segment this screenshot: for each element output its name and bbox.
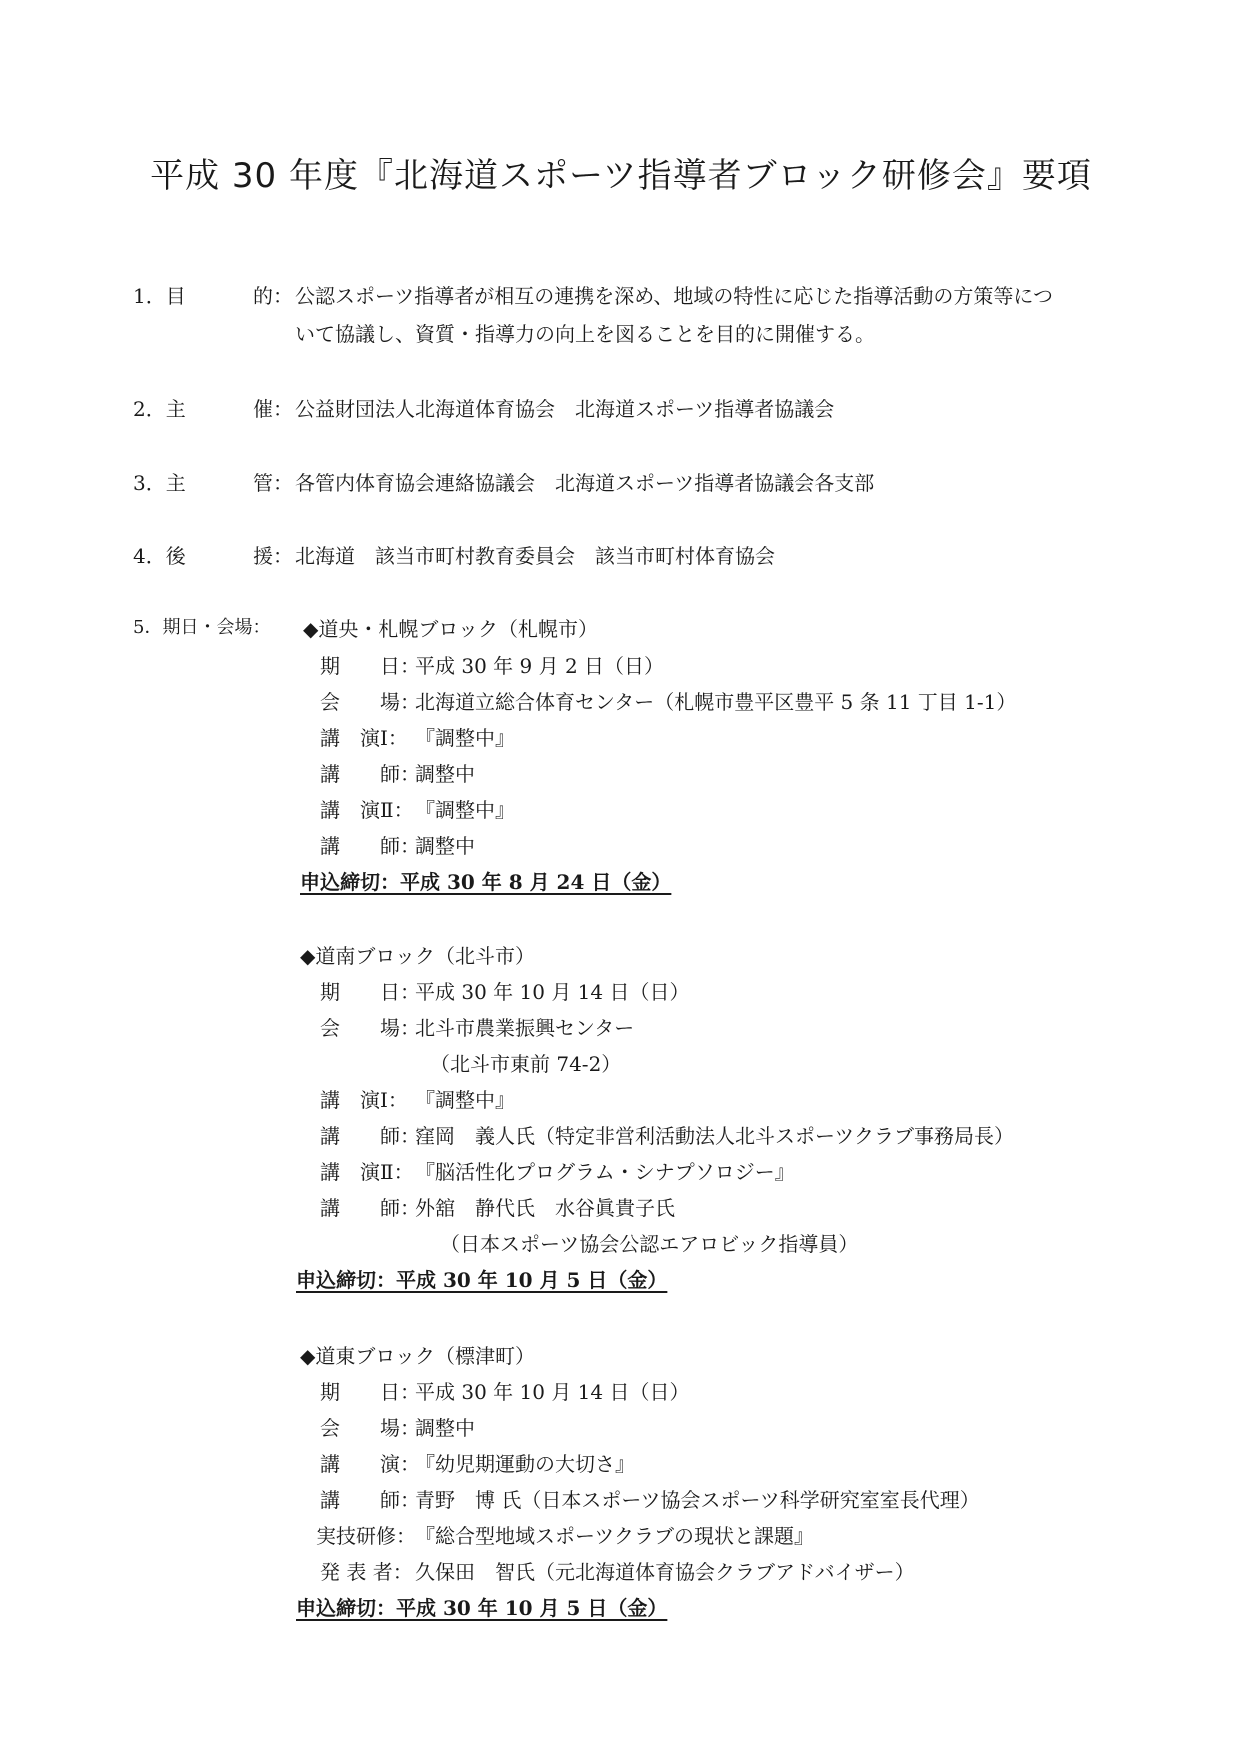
field-label: 会 場： bbox=[320, 1416, 420, 1440]
field-label: 発 表 者： bbox=[320, 1560, 413, 1584]
field-label: 会 場： bbox=[320, 1016, 420, 1040]
field-value: 『幼児期運動の大切さ』 bbox=[415, 1452, 635, 1476]
section-number: 4．後 bbox=[133, 544, 186, 568]
deadline: 申込締切：平成 30 年 10 月 5 日（金） bbox=[296, 1596, 668, 1620]
field-value: 北海道立総合体育センター（札幌市豊平区豊平 5 条 11 丁目 1-1） bbox=[415, 690, 1017, 714]
field-value: 平成 30 年 10 月 14 日（日） bbox=[415, 1380, 690, 1404]
field-label: 講 師： bbox=[320, 1196, 420, 1220]
field-label: 期 日： bbox=[320, 654, 420, 678]
section-number: 5．期日・会場： bbox=[133, 617, 271, 638]
section-label: 的： bbox=[253, 284, 293, 308]
field-value: 北斗市農業振興センター bbox=[415, 1016, 635, 1040]
field-value: 『調整中』 bbox=[415, 726, 515, 750]
field-label: 講 演Ⅱ： bbox=[320, 1160, 414, 1184]
section-label: 催： bbox=[253, 397, 293, 421]
field-label: 実技研修： bbox=[316, 1524, 416, 1548]
field-label: 講 師： bbox=[320, 834, 420, 858]
section-text-cont: いて協議し、資質・指導力の向上を図ることを目的に開催する。 bbox=[295, 322, 875, 346]
section-number: 2．主 bbox=[133, 397, 186, 421]
field-label: 講 演Ⅰ： bbox=[320, 726, 408, 750]
field-value: 久保田 智氏（元北海道体育協会クラブアドバイザー） bbox=[415, 1560, 915, 1584]
block-title: ◆道東ブロック（標津町） bbox=[300, 1344, 535, 1368]
section-number: 1．目 bbox=[133, 284, 186, 308]
field-value: 『調整中』 bbox=[415, 1088, 515, 1112]
deadline: 申込締切：平成 30 年 8 月 24 日（金） bbox=[300, 870, 672, 894]
section-text: 公認スポーツ指導者が相互の連携を深め、地域の特性に応じた指導活動の方策等につ bbox=[295, 284, 1053, 308]
field-label: 講 師： bbox=[320, 762, 420, 786]
field-value: 調整中 bbox=[415, 1416, 475, 1440]
block-title: ◆道央・札幌ブロック（札幌市） bbox=[303, 617, 598, 641]
section-number: 3．主 bbox=[133, 471, 186, 495]
page-title: 平成 30 年度『北海道スポーツ指導者ブロック研修会』要項 bbox=[150, 156, 1092, 196]
field-value: （日本スポーツ協会公認エアロビック指導員） bbox=[440, 1232, 859, 1256]
field-label: 講 演： bbox=[320, 1452, 420, 1476]
block-title: ◆道南ブロック（北斗市） bbox=[300, 944, 535, 968]
section-label: 援： bbox=[253, 544, 293, 568]
section-label: 管： bbox=[253, 471, 293, 495]
field-value: 調整中 bbox=[415, 762, 475, 786]
field-value: 調整中 bbox=[415, 834, 475, 858]
field-value: 平成 30 年 9 月 2 日（日） bbox=[415, 654, 665, 678]
field-value: 外舘 静代氏 水谷眞貴子氏 bbox=[415, 1196, 675, 1220]
deadline: 申込締切：平成 30 年 10 月 5 日（金） bbox=[296, 1268, 668, 1292]
section-text: 公益財団法人北海道体育協会 北海道スポーツ指導者協議会 bbox=[295, 397, 835, 421]
field-value: 青野 博 氏（日本スポーツ協会スポーツ科学研究室室長代理） bbox=[415, 1488, 980, 1512]
field-label: 期 日： bbox=[320, 980, 420, 1004]
field-value: （北斗市東前 74-2） bbox=[430, 1052, 622, 1076]
field-label: 講 演Ⅱ： bbox=[320, 798, 414, 822]
field-label: 期 日： bbox=[320, 1380, 420, 1404]
field-label: 講 師： bbox=[320, 1488, 420, 1512]
field-value: 『総合型地域スポーツクラブの現状と課題』 bbox=[415, 1524, 814, 1548]
section-text: 各管内体育協会連絡協議会 北海道スポーツ指導者協議会各支部 bbox=[295, 471, 875, 495]
field-value: 『脳活性化プログラム・シナプソロジー』 bbox=[415, 1160, 795, 1184]
field-label: 講 演Ⅰ： bbox=[320, 1088, 408, 1112]
field-label: 講 師： bbox=[320, 1124, 420, 1148]
field-label: 会 場： bbox=[320, 690, 420, 714]
field-value: 平成 30 年 10 月 14 日（日） bbox=[415, 980, 690, 1004]
section-text: 北海道 該当市町村教育委員会 該当市町村体育協会 bbox=[295, 544, 775, 568]
field-value: 窪岡 義人氏（特定非営利活動法人北斗スポーツクラブ事務局長） bbox=[415, 1124, 1014, 1148]
field-value: 『調整中』 bbox=[415, 798, 515, 822]
